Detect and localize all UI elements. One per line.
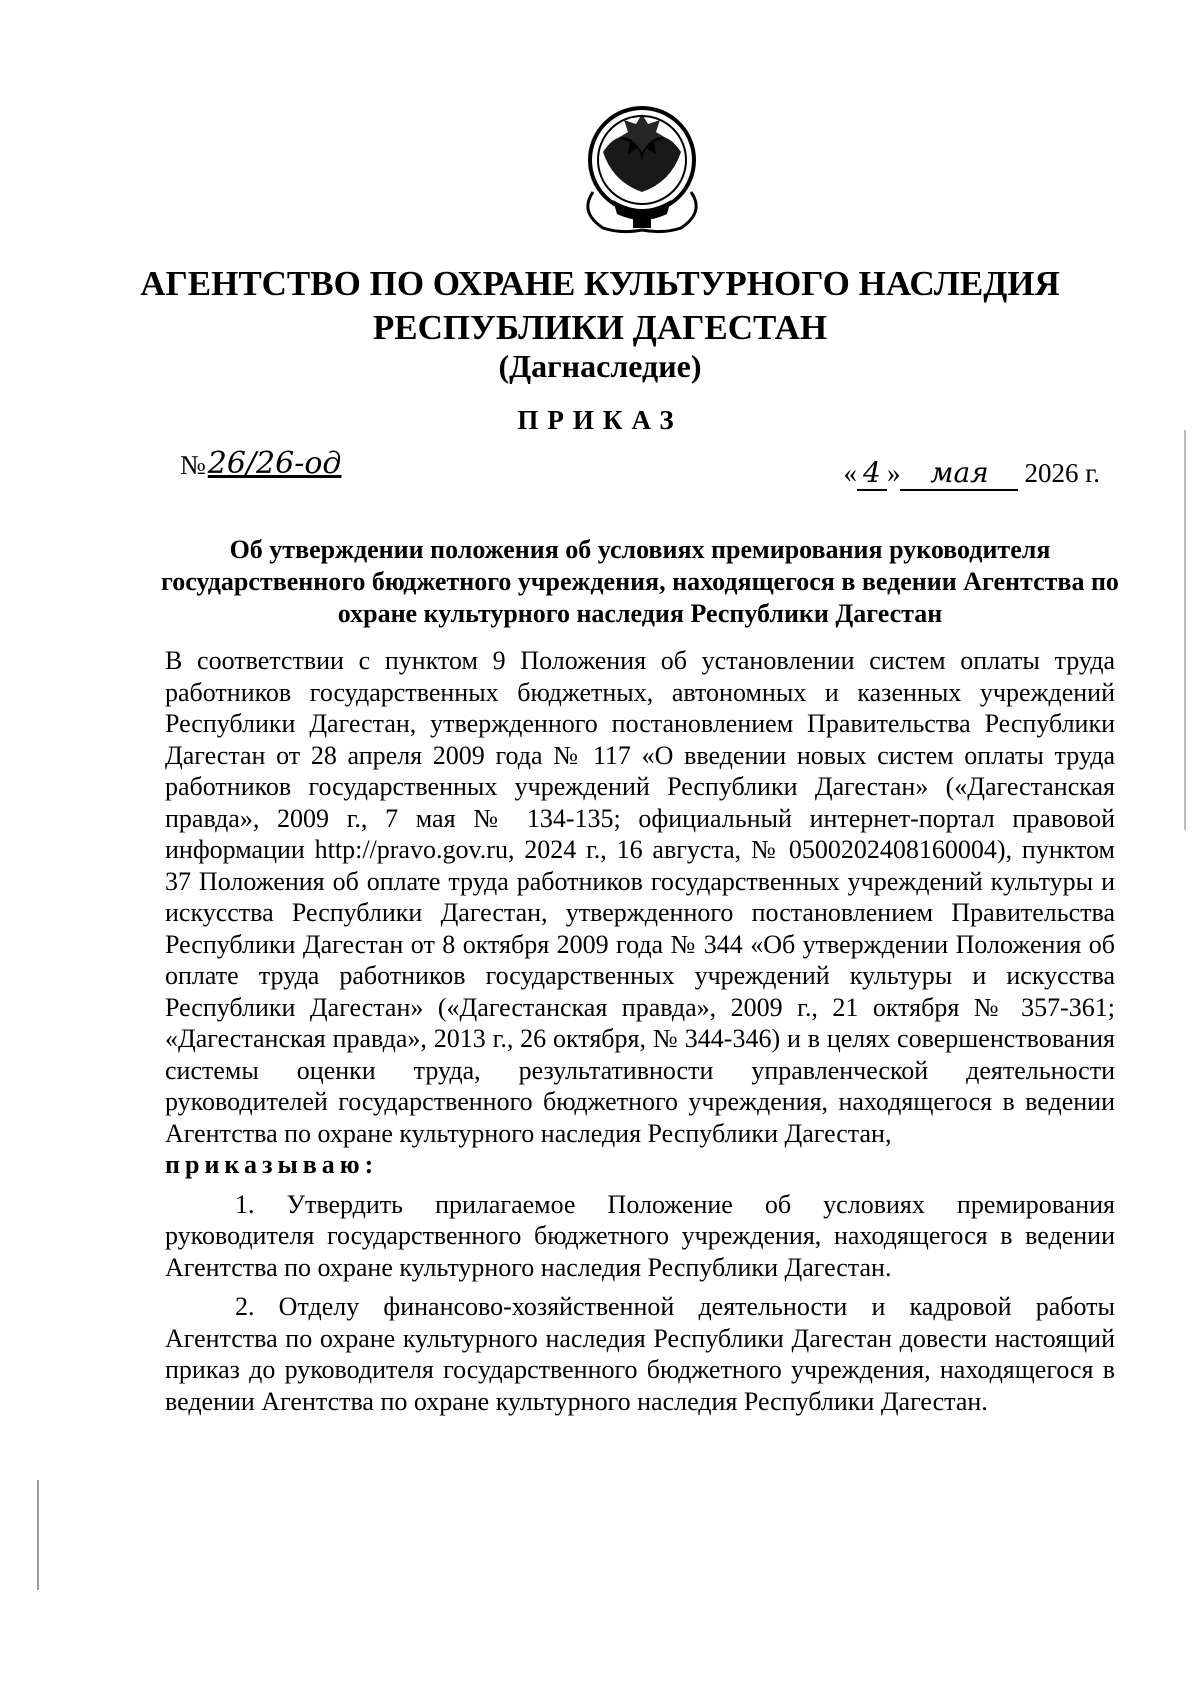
orders-word: приказываю: bbox=[165, 1150, 379, 1179]
agency-name-line1: АГЕНТСТВО ПО ОХРАНЕ КУЛЬТУРНОГО НАСЛЕДИЯ bbox=[140, 264, 1060, 303]
date-close-quote: » bbox=[886, 458, 901, 488]
date-day-handwritten: 4 bbox=[857, 456, 887, 491]
order-number bbox=[180, 446, 341, 481]
agency-short-name: (Дагнаследие) bbox=[498, 348, 702, 384]
order-body bbox=[165, 645, 1115, 1417]
order-item-1: 1. Утвердить прилагаемое Положение об условиях премирования руководителя государственного бюджетного учреждения, находящегося в ведении Агентства по охране культурного наследия Республики Дагестан. bbox=[165, 1189, 1115, 1282]
order-subject: Об утверждении положения об условиях премирования руководителя государственного бюджетного учреждения, находящегося в ведении Агентства по охране культурного наследия Республики Дагестан bbox=[161, 535, 1119, 628]
number-prefix: № bbox=[180, 450, 206, 480]
preamble-paragraph: В соответствии с пунктом 9 Положения об установлении систем оплаты труда работников государственных бюджетных, автономных и казенных учреждений Республики Дагестан, утвержденного постановлением Правительства Республики Дагестан от 28 апреля 2009 года № 117 «О введении новых систем оплаты труда работников государственных учреждений Республики Дагестан» («Дагестанская правда», 2009 г., 7 мая № 134-135; официальный интернет-портал правовой информации http://pravo.gov.ru, 2024 г., 16 августа, № 0500202408160004), пунктом 37 Положения об оплате труда работников государственных учреждений культуры и искусства Республики Дагестан, утвержденного постановлением Правительства Республики Дагестан от 8 октября 2009 года № 344 «Об утверждении Положения об оплате труда работников государственных учреждений культуры и искусства Республики Дагестан» («Дагестанская правда», 2009 г., 21 октября № 357-361; «Дагестанская правда», 2013 г., 26 октября, № 344-346) и в целях совершенствования системы оценки труда, результативности управленческой деятельности руководителей государственного бюджетного учреждения, находящегося в ведении Агентства по охране культурного наследия Республики Дагестан, bbox=[165, 646, 1115, 1148]
agency-name-line2: РЕСПУБЛИКИ ДАГЕСТАН bbox=[372, 308, 828, 347]
date-year: 2026 г. bbox=[1024, 458, 1100, 488]
coat-of-arms-icon bbox=[573, 92, 711, 242]
scan-artifact-line bbox=[1184, 430, 1186, 830]
order-item-2: 2. Отделу финансово-хозяйственной деятельности и кадровой работы Агентства по охране культурного наследия Республики Дагестан довести настоящий приказ до руководителя государственного бюджетного учреждения, находящегося в ведении Агентства по охране культурного наследия Республики Дагестан. bbox=[165, 1292, 1115, 1416]
scan-artifact-line bbox=[37, 1480, 39, 1590]
date-open-quote: « bbox=[843, 458, 857, 488]
date-month-handwritten: мая bbox=[900, 456, 1018, 491]
order-date bbox=[843, 456, 1100, 491]
document-type-title: ПРИКАЗ bbox=[517, 405, 683, 435]
number-value-handwritten: 26/26-од bbox=[207, 446, 342, 481]
